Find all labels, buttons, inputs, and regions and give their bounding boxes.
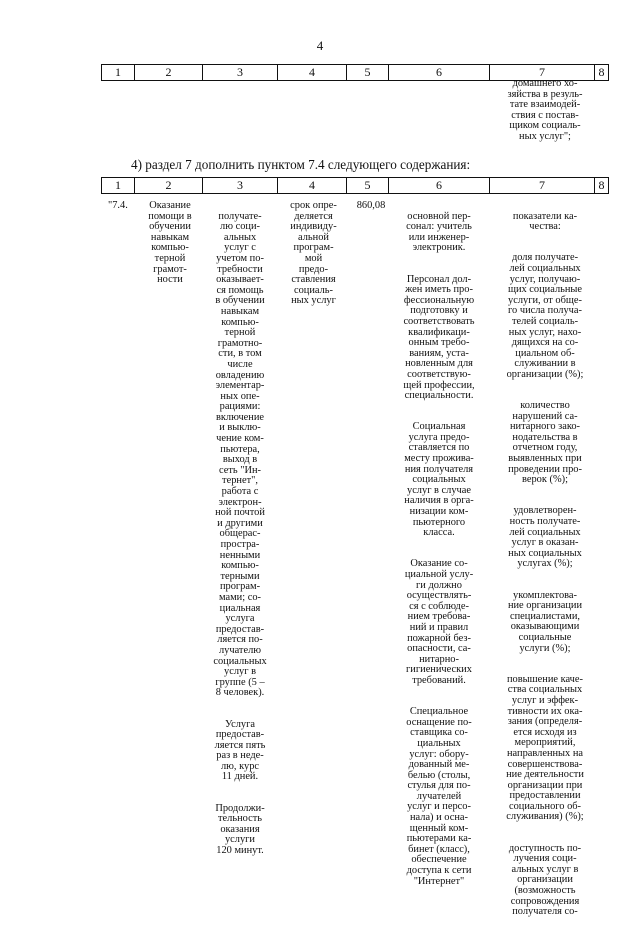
column-header-1: 1 [102,65,135,81]
column-header-7: 7 [490,178,595,194]
service-description [208,201,272,877]
continuation-text: домашнего хо- зяйства в резуль- тате взаимодей- ствия с постав- щиком социаль- ных услуг"; [507,78,583,142]
description-paragraph: Продолжи- тельность оказания услуги 120 минут. [215,802,265,857]
column-header-5: 5 [347,65,389,81]
service-name: Оказание помощи в обучении навыкам компью- терной грамот- ности [148,200,192,286]
column-header-7: 7 [490,65,595,81]
service-term: срок опре- деляется индивиду- альной програм- мой предо- ставления социаль- ных услуг [290,200,337,307]
service-conditions [394,201,484,908]
amendment-instruction: 4) раздел 7 дополнить пунктом 7.4 следующего содержания: [131,157,471,172]
column-header-6: 6 [389,178,490,194]
conditions-paragraph: основной пер- сонал: учитель или инженер- электроник. [406,210,472,254]
indicator-paragraph: укомплектова- ние организации специалистами, оказывающими социальные услуги (%); [507,589,583,654]
column-header-3: 3 [203,178,278,194]
quality-indicators [496,201,594,938]
column-header-3: 3 [203,65,278,81]
indicator-paragraph: удовлетворен- ность получате- лей социальных услуг в оказан- ных социальных услугах (%); [508,505,582,570]
column-header-5: 5 [347,178,389,194]
column-header-2: 2 [135,65,203,81]
indicator-paragraph: доступность по- лучения соци- альных услуг в организации (возможность сопровождения получателя со- [508,842,582,918]
indicator-paragraph: показатели ка- чества: [512,210,578,233]
column-header-8: 8 [595,178,609,194]
header-row-second [101,177,609,194]
service-price: 860,08 [356,200,386,211]
description-paragraph: Услуга предостав- ляется пять раз в неде- лю, курс 11 дней. [214,718,266,783]
page-number: 4 [316,38,324,53]
conditions-paragraph: Социальная услуга предо- ставляется по месту прожива- ния получателя социальных услуг в случае наличия в орга- низации ком- пьютерного класса. [404,421,474,539]
column-header-2: 2 [135,178,203,194]
row-number: "7.4. [108,200,128,211]
column-header-4: 4 [278,178,347,194]
column-header-4: 4 [278,65,347,81]
conditions-paragraph: Специальное оснащение по- ставщика со- циальных услуг: обору- дованный ме- белью (столы, стулья для по- лучателей услуг и персо- нала) и осна- щенный ком- пьютерами ка- бинет (класс), обеспечение доступа к сети "Интернет" [406,706,472,887]
column-header-6: 6 [389,65,490,81]
column-header-8: 8 [595,65,609,81]
description-paragraph: получате- лю соци- альных услуг с учетом по- требности оказывает- ся помощь в обучении навыкам компью- терной грамотно- сти, в том числе овладению элементар- ных опе- рациями: включение и выклю- чение ком- пьютера, выход в сеть "Ин- тернет", работа с электрон- ной почтой и другими общерас- простра- ненными компью- терными програм- мами; со- циальная услуга предостав- ляется по- лучателю социальных услуг в группе (5 – 8 человек). [213,210,267,699]
indicator-paragraph: доля получате- лей социальных услуг, получаю- щих социальные услуги, от обще- го числа получа- телей социаль- ных услуг, нахо- дящихся на со- циальном об- служивании в организации (%); [506,252,584,380]
conditions-paragraph: Оказание со- циальной услу- ги должно осуществлять- ся с соблюде- нием требова- ний и правил пожарной без- опасности, са- нитарно- гигиенических требований. [404,558,474,686]
conditions-paragraph: Персонал дол- жен иметь про- фессиональную подготовку и соответствовать квалификаци- онным требо- ваниям, уста- новленным для соответствую- щей профессии, специальности. [403,273,475,402]
column-header-1: 1 [102,178,135,194]
indicator-paragraph: количество нарушений са- нитарного зако- нодательства в отчетном году, выявленных при проведении про- верок (%); [508,400,582,486]
indicator-paragraph: повышение каче- ства социальных услуг и эффек- тивности их ока- зания (определя- ется исходя из мероприятий, направленных на совершенствова- ние деятельности организации при предоставлении социального об- служивания) (%); [506,673,584,823]
